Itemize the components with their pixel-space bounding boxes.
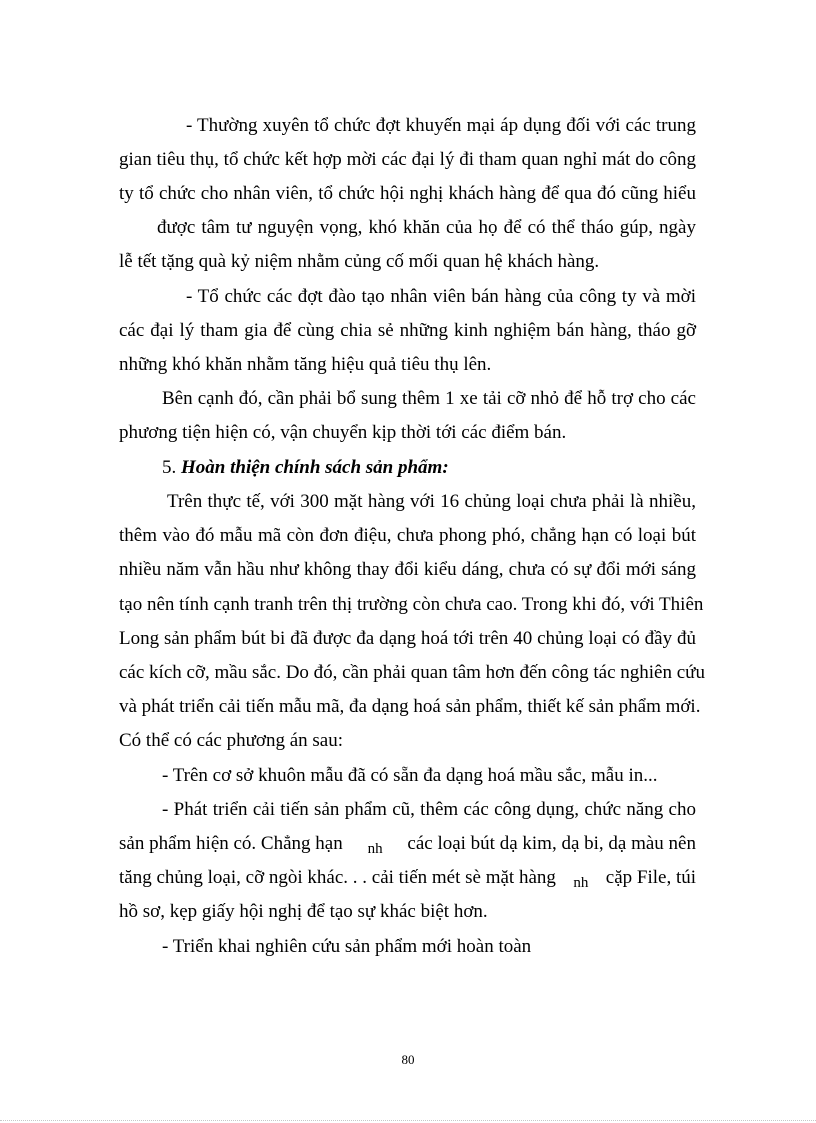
page-bottom-divider (0, 1120, 816, 1121)
page-number: 80 (401, 1052, 415, 1067)
paragraph-line: nhiều năm vẫn hầu như không thay đổi kiểu dáng, chưa có sự đổi mới sáng (119, 559, 696, 580)
paragraph-line: những khó khăn nhằm tăng hiệu quả tiêu thụ lên. (119, 354, 492, 375)
paragraph-line: ty tổ chức cho nhân viên, tổ chức hội nghị khách hàng để qua đó cũng hiểu (119, 183, 696, 204)
paragraph-line: tạo nên tính cạnh tranh trên thị trường còn chưa cao. Trong khi đó, với Thiên (119, 594, 704, 615)
text-fragment: tăng chủng loại, cỡ ngòi khác. . . cải tiến mét sè mặt hàng (119, 867, 556, 888)
abbreviation-nh: nh (573, 875, 589, 891)
paragraph-line: và phát triển cải tiến mẫu mã, đa dạng hoá sản phẩm, thiết kế sản phẩm mới. (119, 696, 701, 717)
paragraph-line: được tâm tư nguyện vọng, khó khăn của họ để có thể tháo gúp, ngày (157, 217, 696, 238)
paragraph-line: thêm vào đó mẫu mã còn đơn điệu, chưa phong phó, chẳng hạn có loại bút (119, 525, 696, 546)
paragraph-line: các đại lý tham gia để cùng chia sẻ những kinh nghiệm bán hàng, tháo gỡ (119, 320, 696, 341)
abbreviation-nh: nh (367, 841, 383, 857)
paragraph-line: Có thể có các phương án sau: (119, 730, 344, 751)
bullet-item: - Phát triển cải tiến sản phẩm cũ, thêm các công dụng, chức năng cho (162, 799, 696, 820)
paragraph-line (119, 866, 696, 890)
paragraph-line: lễ tết tặng quà kỷ niệm nhằm củng cố mối quan hệ khách hàng. (119, 251, 600, 272)
paragraph-line: Bên cạnh đó, cần phải bổ sung thêm 1 xe tải cỡ nhỏ để hỗ trợ cho các (162, 388, 696, 409)
bullet-item: - Triển khai nghiên cứu sản phẩm mới hoàn toàn (162, 936, 532, 957)
text-fragment: cặp File, túi (605, 867, 696, 888)
paragraph-line: gian tiêu thụ, tổ chức kết hợp mời các đại lý đi tham quan nghỉ mát do công (119, 149, 696, 170)
section-number: 5. (162, 457, 177, 478)
text-fragment: các loại bút dạ kim, dạ bi, dạ màu nên (407, 833, 696, 854)
text-fragment: sản phẩm hiện có. Chẳng hạn (119, 833, 343, 854)
section-title: Hoàn thiện chính sách sản phẩm: (181, 457, 449, 478)
paragraph-line: hồ sơ, kẹp giấy hội nghị để tạo sự khác biệt hơn. (119, 901, 488, 922)
paragraph-line: Long sản phẩm bút bi đã được đa dạng hoá tới trên 40 chủng loại có đầy đủ (119, 628, 696, 649)
paragraph-line: - Thường xuyên tổ chức đợt khuyến mại áp dụng đối với các trung (186, 115, 696, 136)
paragraph-line (119, 832, 696, 856)
paragraph-line: - Tổ chức các đợt đào tạo nhân viên bán hàng của công ty và mời (186, 286, 696, 307)
bullet-item: - Trên cơ sở khuôn mẫu đã có sẵn đa dạng hoá mầu sắc, mẫu in... (162, 765, 658, 786)
paragraph-line: Trên thực tế, với 300 mặt hàng với 16 chủng loại chưa phải là nhiều, (167, 491, 696, 512)
paragraph-line: các kích cỡ, mầu sắc. Do đó, cần phải quan tâm hơn đến công tác nghiên cứu (119, 662, 705, 683)
paragraph-line: phương tiện hiện có, vận chuyển kịp thời tới các điểm bán. (119, 422, 567, 443)
section-heading (162, 456, 449, 480)
